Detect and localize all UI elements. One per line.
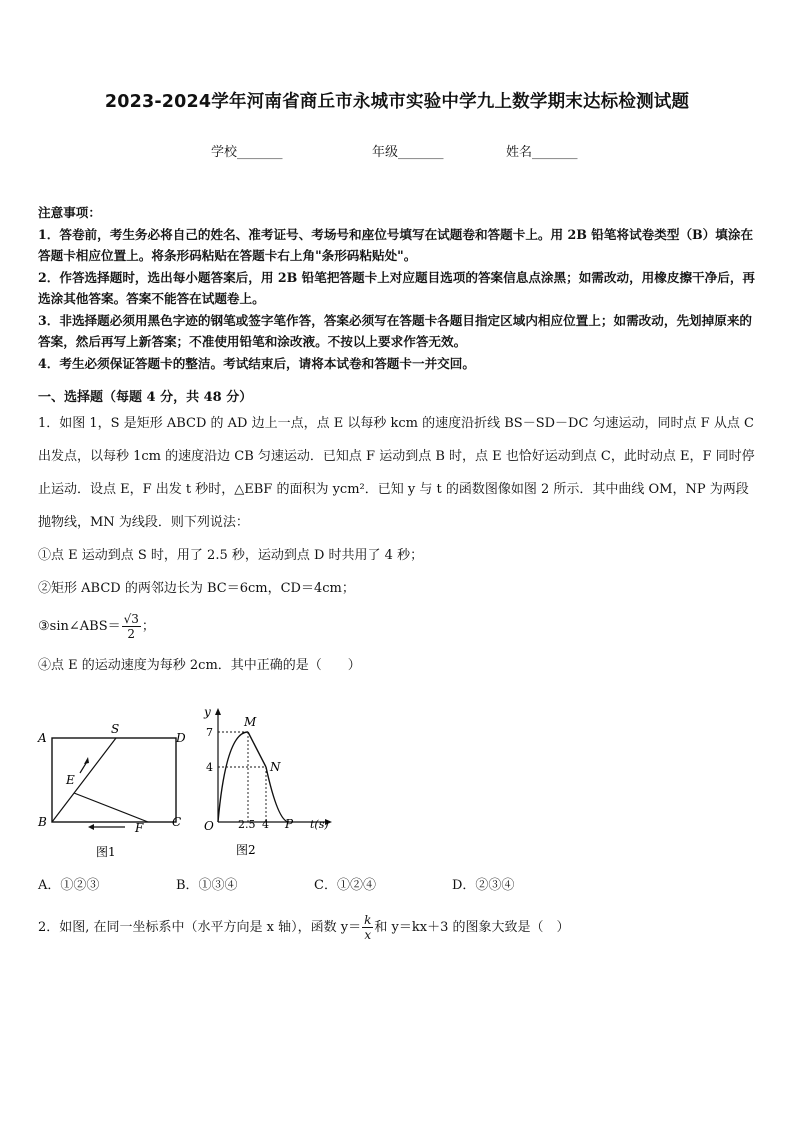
label-n: N <box>270 760 281 774</box>
question-1 <box>38 407 760 682</box>
page-title: 2023-2024学年河南省商丘市永城市实验中学九上数学期末达标检测试题 <box>104 92 690 112</box>
figure-1-rectangle <box>30 716 200 861</box>
label-e: E <box>66 773 75 787</box>
note-item: 2．作答选择题时，选出每小题答案后，用 2B 铅笔把答题卡上对应题目选项的答案信息点涂黑；如需改动，用橡皮擦干净后，再选涂其他答案。答案不能答在试题卷上。 <box>38 269 756 306</box>
label-f: F <box>135 821 144 835</box>
label-d: D <box>176 731 186 745</box>
label-b: B <box>38 815 47 829</box>
question-2-prefix: 2．如图, 在同一坐标系中（水平方向是 x 轴），函数 y＝ <box>38 920 362 935</box>
figure-2-graph <box>196 704 346 861</box>
sqrt3-over-2-fraction <box>122 612 141 641</box>
section-heading: 一、选择题（每题 4 分，共 48 分） <box>38 390 253 405</box>
label-t: t(s) <box>310 818 329 831</box>
statement-3 <box>38 605 760 649</box>
fraction-denominator: 2 <box>127 627 136 641</box>
choice-b[interactable]: B．①③④ <box>176 878 238 893</box>
segment-ef <box>74 793 148 822</box>
notes-heading: 注意事项： <box>38 205 101 220</box>
notes-block <box>38 202 760 374</box>
label-o: O <box>204 819 214 833</box>
note-item: 1．答卷前，考生务必将自己的姓名、准考证号、考场号和座位号填写在试题卷和答题卡上。用 2B 铅笔将试卷类型（B）填涂在答题卡相应位置上。将条形码粘贴在答题卡右上角"条形码粘贴处"。 <box>38 226 754 263</box>
name-field: 姓名_______ <box>506 145 578 160</box>
label-c: C <box>172 815 182 829</box>
choice-a[interactable]: A．①②③ <box>38 878 100 893</box>
k-over-x-fraction <box>362 913 373 942</box>
statement-3-suffix: ； <box>141 619 155 634</box>
label-a: A <box>38 731 47 745</box>
statement-4: ④点 E 的运动速度为每秒 2cm．其中正确的是（ ） <box>38 658 361 673</box>
label-m: M <box>244 715 257 729</box>
question-2 <box>38 909 760 947</box>
fraction-numerator: √3 <box>123 612 139 626</box>
figure-1-caption: 图1 <box>96 845 116 859</box>
curve-om <box>218 732 248 822</box>
tick-4: 4 <box>206 761 213 774</box>
tick-t4: 4 <box>262 818 269 831</box>
arrowhead-f <box>88 824 94 830</box>
segment-bs <box>52 738 116 822</box>
tick-2-5: 2.5 <box>238 818 256 831</box>
choice-d[interactable]: D．②③④ <box>452 878 515 893</box>
statement-3-prefix: ③sin∠ABS＝ <box>38 619 121 634</box>
label-y: y <box>204 705 211 719</box>
tick-7: 7 <box>206 726 213 739</box>
statement-1: ①点 E 运动到点 S 时，用了 2.5 秒，运动到点 D 时共用了 4 秒； <box>38 548 424 563</box>
grade-field: 年级_______ <box>372 145 444 160</box>
question-2-suffix: 和 y＝kx＋3 的图象大致是（ ） <box>374 920 570 935</box>
figure-2-caption: 图2 <box>236 843 256 857</box>
note-item: 4．考生必须保证答题卡的整洁。考试结束后，请将本试卷和答题卡一并交回。 <box>38 355 475 371</box>
school-field: 学校_______ <box>211 145 283 160</box>
segment-mn <box>248 732 266 767</box>
fraction-denominator: x <box>364 928 372 942</box>
arrowhead-e <box>84 757 89 764</box>
curve-np <box>266 767 289 822</box>
note-item: 3．非选择题必须用黑色字迹的钢笔或签字笔作答，答案必须写在答题卡各题目指定区域内相应位置上；如需改动，先划掉原来的答案，然后再写上新答案；不准使用铅笔和涂改液。不按以上要求作答无效。 <box>38 312 753 349</box>
label-s: S <box>111 722 120 736</box>
y-axis-arrow <box>215 708 221 715</box>
statement-2: ②矩形 ABCD 的两邻边长为 BC＝6cm，CD＝4cm； <box>38 581 355 596</box>
choice-c[interactable]: C．①②④ <box>314 878 376 893</box>
label-p: P <box>285 817 294 831</box>
question-1-stem: 1．如图 1，S 是矩形 ABCD 的 AD 边上一点，点 E 以每秒 kcm 的速度沿折线 BS－SD－DC 匀速运动，同时点 F 从点 C 出发点，以每秒 1cm 的速度沿边 CB 匀速运动．已知点 F 运动到点 B 时，点 E 也恰好运动到点 C，此时动点 E，F 同时停止运动．设点 E，F 出发 t 秒时，△EBF 的面积为 ycm²．已知 y 与 t 的函数图像如图 2 所示．其中曲线 OM，NP 为两段抛物线，MN 为线段．则下列说法： <box>38 416 755 530</box>
fraction-numerator: k <box>364 913 372 927</box>
